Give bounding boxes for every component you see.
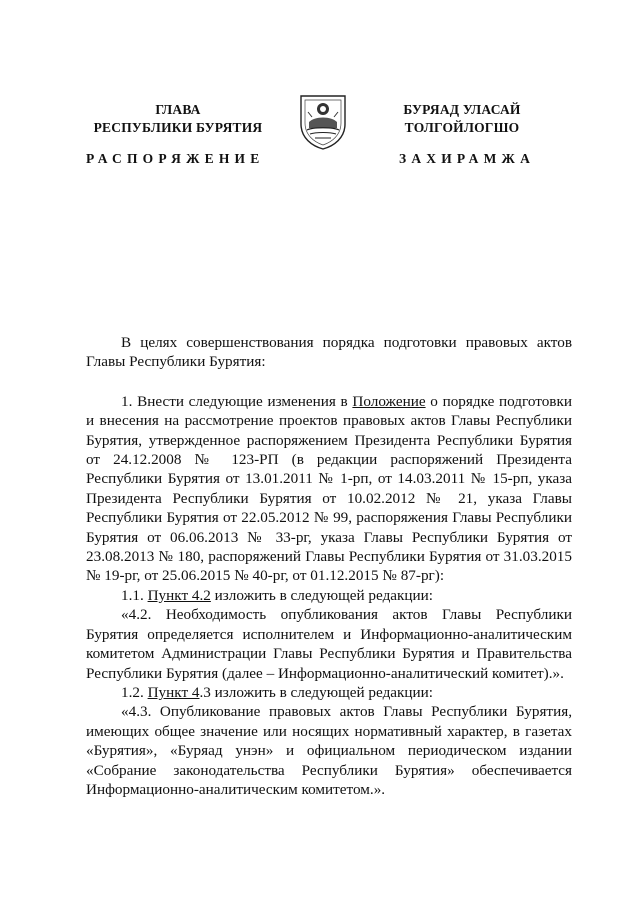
header-left-line1: ГЛАВА bbox=[155, 102, 201, 117]
header-right bbox=[362, 101, 562, 137]
paragraph-item-1-2-rest: .3 изложить в следующей редакции: bbox=[199, 683, 434, 701]
paragraph-item-1-2-start: 1.2. bbox=[121, 683, 148, 701]
paragraph-quote-4-2: «4.2. Необходимость опубликования актов Главы Республики Бурятия определяется исполнителем и Информационно-аналитическим комитетом Администрации Главы Республики Бурятия и Правительства Республики Бурятия (далее – Информационно-аналитический комитет).». bbox=[86, 606, 572, 682]
header-right-line2: ТОЛГОЙЛОГШО bbox=[404, 120, 520, 135]
paragraph-item-1-2 bbox=[86, 683, 572, 702]
paragraph-item-1-rest: о порядке подготовки и внесения на рассмотрение проектов правовых актов Главы Республики Бурятия, утвержденное распоряжением Президента Республики Бурятия от 24.12.2008 № 123-РП (в редакции распоряжений Президента Республики Бурятия от 13.01.2011 № 1-рп, от 14.03.2011 № 15-рп, указа Президента Республики Бурятия от 10.02.2012 № 21, указа Главы Республики Бурятия от 22.05.2012 № 99, распоряжения Главы Республики Бурятия от 06.06.2013 № 33-рг, указа Главы Республики Бурятия от 23.08.2013 № 180, распоряжений Главы Республики Бурятия от 31.03.2015 № 19-рг, от 25.06.2015 № 40-рг, от 01.12.2015 № 87-рг): bbox=[86, 392, 572, 585]
paragraph-item-1-start: 1. Внести следующие изменения в bbox=[121, 392, 353, 410]
paragraph-item-1-1 bbox=[86, 586, 572, 605]
paragraph-item-1 bbox=[86, 392, 572, 586]
paragraph-preamble: В целях совершенствования порядка подготовки правовых актов Главы Республики Бурятия: bbox=[86, 334, 572, 371]
paragraph-item-1-1-start: 1.1. bbox=[121, 586, 148, 604]
link-punkt-4-3[interactable]: Пункт 4 bbox=[147, 683, 200, 701]
link-polozhenie[interactable]: Положение bbox=[352, 392, 426, 410]
paragraph-quote-4-3: «4.3. Опубликование правовых актов Главы Республики Бурятия, имеющих общее значение или носящих нормативный характер, в газетах «Бурятия», «Буряад унэн» и официальном периодическом издании «Собрание законодательства Республики Бурятия» обеспечивается Информационно-аналитическим комитетом.». bbox=[86, 703, 572, 798]
paragraph-item-1-1-rest: изложить в следующей редакции: bbox=[210, 586, 434, 604]
header-right-line1: БУРЯАД УЛАСАЙ bbox=[403, 102, 521, 117]
header-left bbox=[78, 101, 278, 137]
header-left-line2: РЕСПУБЛИКИ БУРЯТИЯ bbox=[93, 120, 263, 135]
coat-of-arms-icon bbox=[298, 90, 348, 150]
order-title-bua: ЗАХИРАМЖА bbox=[399, 151, 536, 166]
document-body bbox=[86, 333, 572, 799]
order-title-ru: РАСПОРЯЖЕНИЕ bbox=[86, 151, 265, 166]
link-punkt-4-2[interactable]: Пункт 4.2 bbox=[147, 586, 211, 604]
